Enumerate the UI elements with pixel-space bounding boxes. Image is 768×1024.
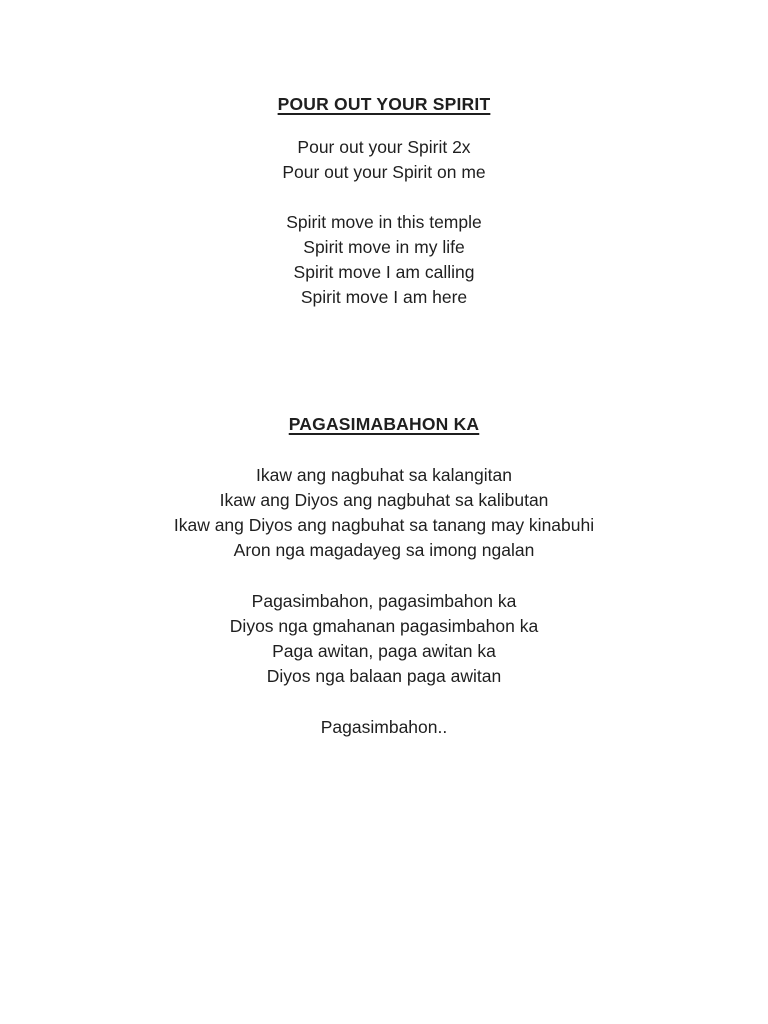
- lyric-line: Spirit move I am here: [300, 287, 468, 307]
- song-title: PAGASIMABAHON KA: [288, 414, 480, 434]
- song-section-pour-out-your-spirit: [0, 92, 768, 310]
- lyric-line: Spirit move in this temple: [286, 212, 482, 232]
- stanza: [0, 715, 768, 740]
- lyric-line: Ikaw ang Diyos ang nagbuhat sa tanang may kinabuhi: [173, 515, 595, 535]
- lyric-line: Spirit move I am calling: [293, 262, 475, 282]
- lyric-line: Pagasimbahon, pagasimbahon ka: [251, 591, 517, 611]
- lyric-line: Spirit move in my life: [303, 237, 465, 257]
- lyric-line: Ikaw ang nagbuhat sa kalangitan: [256, 465, 512, 485]
- stanza: [0, 463, 768, 563]
- lyric-line: Diyos nga gmahanan pagasimbahon ka: [229, 616, 539, 636]
- stanza: [0, 210, 768, 310]
- lyric-line: Paga awitan, paga awitan ka: [272, 641, 496, 661]
- song-title: POUR OUT YOUR SPIRIT: [277, 94, 491, 114]
- lyric-line: Pagasimbahon..: [320, 717, 448, 737]
- lyric-line: Pour out your Spirit 2x: [297, 137, 471, 157]
- song-section-pagasimabahon-ka: [0, 412, 768, 740]
- lyric-line: Pour out your Spirit on me: [282, 162, 486, 182]
- lyric-line: Diyos nga balaan paga awitan: [266, 666, 502, 686]
- stanza: [0, 135, 768, 185]
- lyric-line: Aron nga magadayeg sa imong ngalan: [233, 540, 535, 560]
- lyric-line: Ikaw ang Diyos ang nagbuhat sa kalibutan: [219, 490, 549, 510]
- stanza: [0, 589, 768, 689]
